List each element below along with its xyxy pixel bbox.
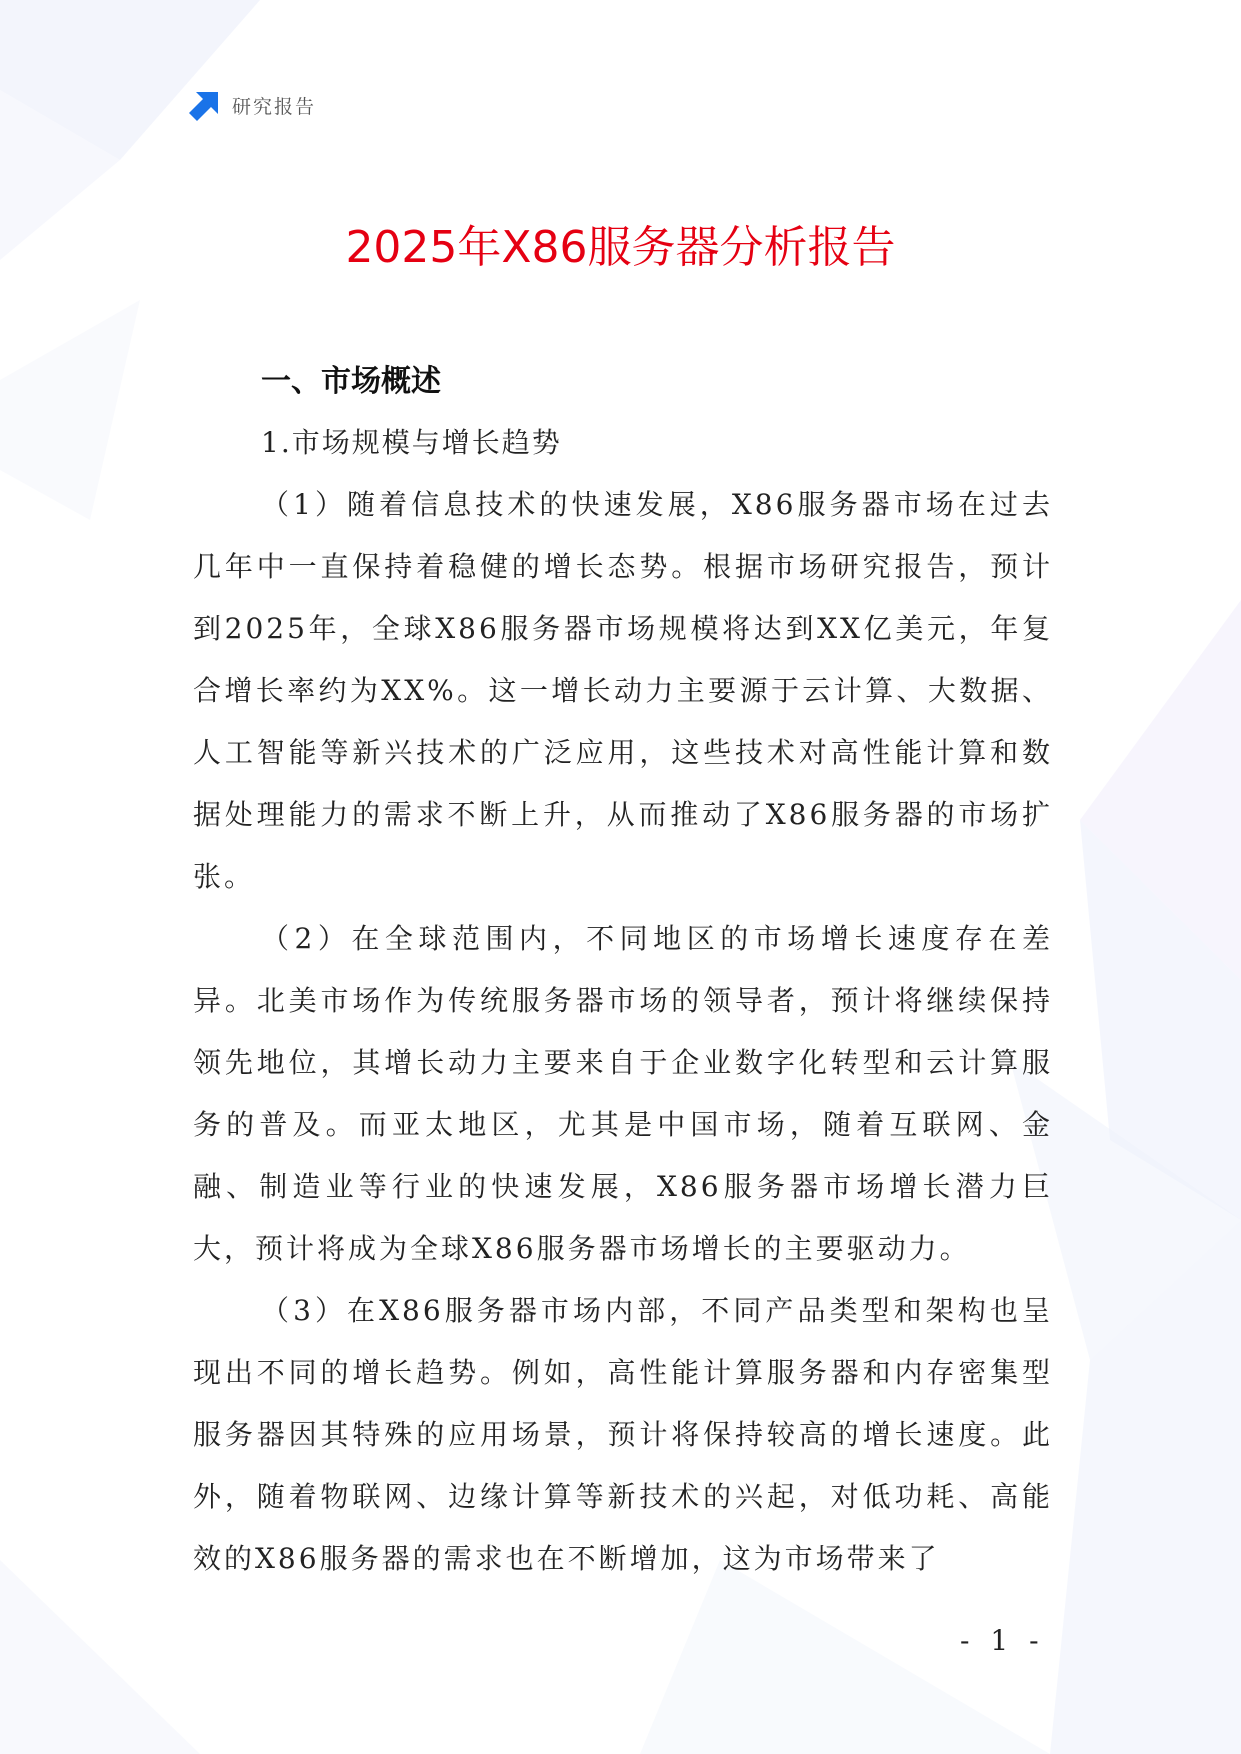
- document-body: [193, 352, 1053, 1590]
- subsection-heading: 1.市场规模与增长趋势: [261, 426, 562, 459]
- report-header: [188, 88, 316, 122]
- paragraph-2: （2）在全球范围内，不同地区的市场增长速度存在差异。北美市场作为传统服务器市场的领导者，预计将继续保持领先地位，其增长动力主要来自于企业数字化转型和云计算服务的普及。而亚太地区，尤其是中国市场，随着互联网、金融、制造业等行业的快速发展，X86服务器市场增长潜力巨大，预计将成为全球X86服务器市场增长的主要驱动力。: [193, 922, 1053, 1265]
- paragraph-3: （3）在X86服务器市场内部，不同产品类型和架构也呈现出不同的增长趋势。例如，高性能计算服务器和内存密集型服务器因其特殊的应用场景，预计将保持较高的增长速度。此外，随着物联网、边缘计算等新技术的兴起，对低功耗、高能效的X86服务器的需求也在不断增加，这为市场带来了: [193, 1294, 1053, 1575]
- header-label: 研究报告: [232, 95, 317, 118]
- document-title: 2025年X86服务器分析报告: [345, 222, 896, 273]
- arrow-up-right-icon: [188, 88, 222, 122]
- page-number: - 1 -: [960, 1624, 1045, 1657]
- paragraph-1: （1）随着信息技术的快速发展，X86服务器市场在过去几年中一直保持着稳健的增长态势。根据市场研究报告，预计到2025年，全球X86服务器市场规模将达到XX亿美元，年复合增长率约为XX%。这一增长动力主要源于云计算、大数据、人工智能等新兴技术的广泛应用，这些技术对高性能计算和数据处理能力的需求不断上升，从而推动了X86服务器的市场扩张。: [193, 488, 1053, 893]
- section-heading: 一、市场概述: [261, 364, 441, 399]
